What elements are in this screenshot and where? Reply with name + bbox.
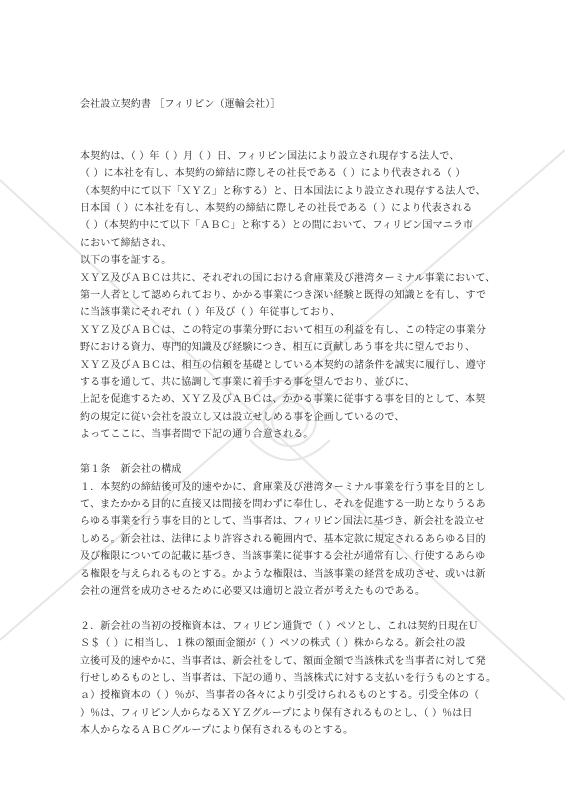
preamble-line: する事を通して、共に協調して事業に着手する事を望んでおり、並びに、	[80, 377, 415, 389]
preamble-line: （本契約中にて以下「ＸＹＺ」と称する）と、日本国法により設立され現存する法人で、	[80, 185, 486, 197]
preamble-line: 野における資力、専門的知識及び経験につき、相互に貢献しあう事を共に望んでおり、	[80, 342, 476, 354]
article-1-title: 第１条 新会社の構成	[80, 464, 182, 476]
clause-line: らゆる事業を行う事を目的として、当事者は、フィリピン国法に基づき、新会社を設立せ	[80, 516, 485, 528]
clause-line: て、またかかる目的に直接又は間接を問わずに奉仕し、それを促進する一助となりうるあ	[80, 498, 486, 510]
preamble-line: において締結され、	[80, 237, 172, 249]
preamble-line: 本契約は、（ ）年（ ）月（ ）日、フィリピン国法により設立され現存する法人で、	[80, 150, 460, 162]
preamble-line: 日本国（ ）に本社を有し、本契約の締結に際しその社長である（ ）により代表される	[80, 203, 473, 215]
clause-line: 行せしめるものとし、当事者は、下記の通り、当該株式に対する支払いを行うものとする。	[80, 672, 497, 684]
document-title: 会社設立契約書 ［フィリピン（運輸会社）］	[80, 99, 281, 110]
clause-line: しめる。新会社は、法律により許容される範囲内で、基本定款に規定されるあらゆる目的	[80, 533, 486, 545]
preamble-line: （ ）に本社を有し、本契約の締結に際しその社長である（ ）により代表される（ ）	[80, 168, 466, 180]
preamble-line: 以下の事を証する。	[80, 255, 172, 267]
clause-line: 立後可及的速やかに、当事者は、新会社をして、額面金額で当該株式を当事者に対して発	[80, 655, 486, 667]
preamble-line: に当該事業にそれぞれ（ ）年及び（ ）年従事しており、	[80, 307, 341, 319]
spacer	[80, 444, 500, 461]
clause-line: 本人からなるＡＢＣグループにより保有されるものとする。	[80, 725, 354, 737]
clause-line: ａ）授権資本の（ ）％が、当事者の各々により引受けられるものとする。引受全体の（	[80, 690, 480, 702]
clause-line: ）％は、フィリピン人からなるＸＹＺグループにより保有されるものとし、（ ）％は日	[80, 707, 473, 719]
clause-line: 会社の運営を成功させるために必要又は適切と設立者が考えたものである。	[80, 585, 426, 597]
clause-line: Ｓ＄（ ）に相当し、１株の額面金額が（ ）ペソの株式（ ）株からなる。新会社の設	[80, 638, 466, 650]
clause-line: ２．新会社の当初の授権資本は、フィリピン通貨で（ ）ペソとし、これは契約日現在Ｕ	[80, 620, 479, 632]
document-page	[80, 96, 500, 740]
preamble-line: 約の規定に従い会社を設立し又は設立せしめる事を企画しているので、	[80, 411, 405, 423]
preamble-line: （ ）（本契約中にて以下「ＡＢＣ」と称する）との間において、フィリピン国マニラ市	[80, 220, 474, 232]
preamble-line: よってここに、当事者間で下記の通り合意される。	[80, 429, 314, 441]
preamble-line: 上記を促進するため、ＸＹＺ及びＡＢＣは、かかる事業に従事する事を目的として、本契	[80, 394, 486, 406]
clause-line: る権限を与えられるものとする。かような権限は、当該事業の経営を成功させ、或いは新	[80, 568, 486, 580]
clause-2	[80, 618, 500, 740]
preamble	[80, 148, 500, 444]
preamble-line: 第一人者として認められており、かかる事業につき深い経験と既得の知識とを有し、すで	[80, 290, 487, 302]
preamble-line: ＸＹＺ及びＡＢＣは共に、それぞれの国における倉庫業及び港湾ターミナル事業において、	[80, 272, 496, 284]
clause-line: １．本契約の締結後可及的速やかに、倉庫業及び港湾ターミナル事業を行う事を目的とし	[80, 481, 486, 493]
preamble-line: ＸＹＺ及びＡＢＣは、この特定の事業分野において相互の利益を有し、この特定の事業分	[80, 324, 486, 336]
clause-line: 及び権限についての記載に基づき、当該事業に従事する会社が通常有し、行使するあらゆ	[80, 551, 486, 563]
spacer	[80, 600, 500, 617]
clause-1	[80, 479, 500, 601]
preamble-line: ＸＹＺ及びＡＢＣは、相互の信頼を基礎としている本契約の諸条件を誠実に履行し、遵守	[80, 359, 486, 371]
spacer	[80, 130, 500, 147]
